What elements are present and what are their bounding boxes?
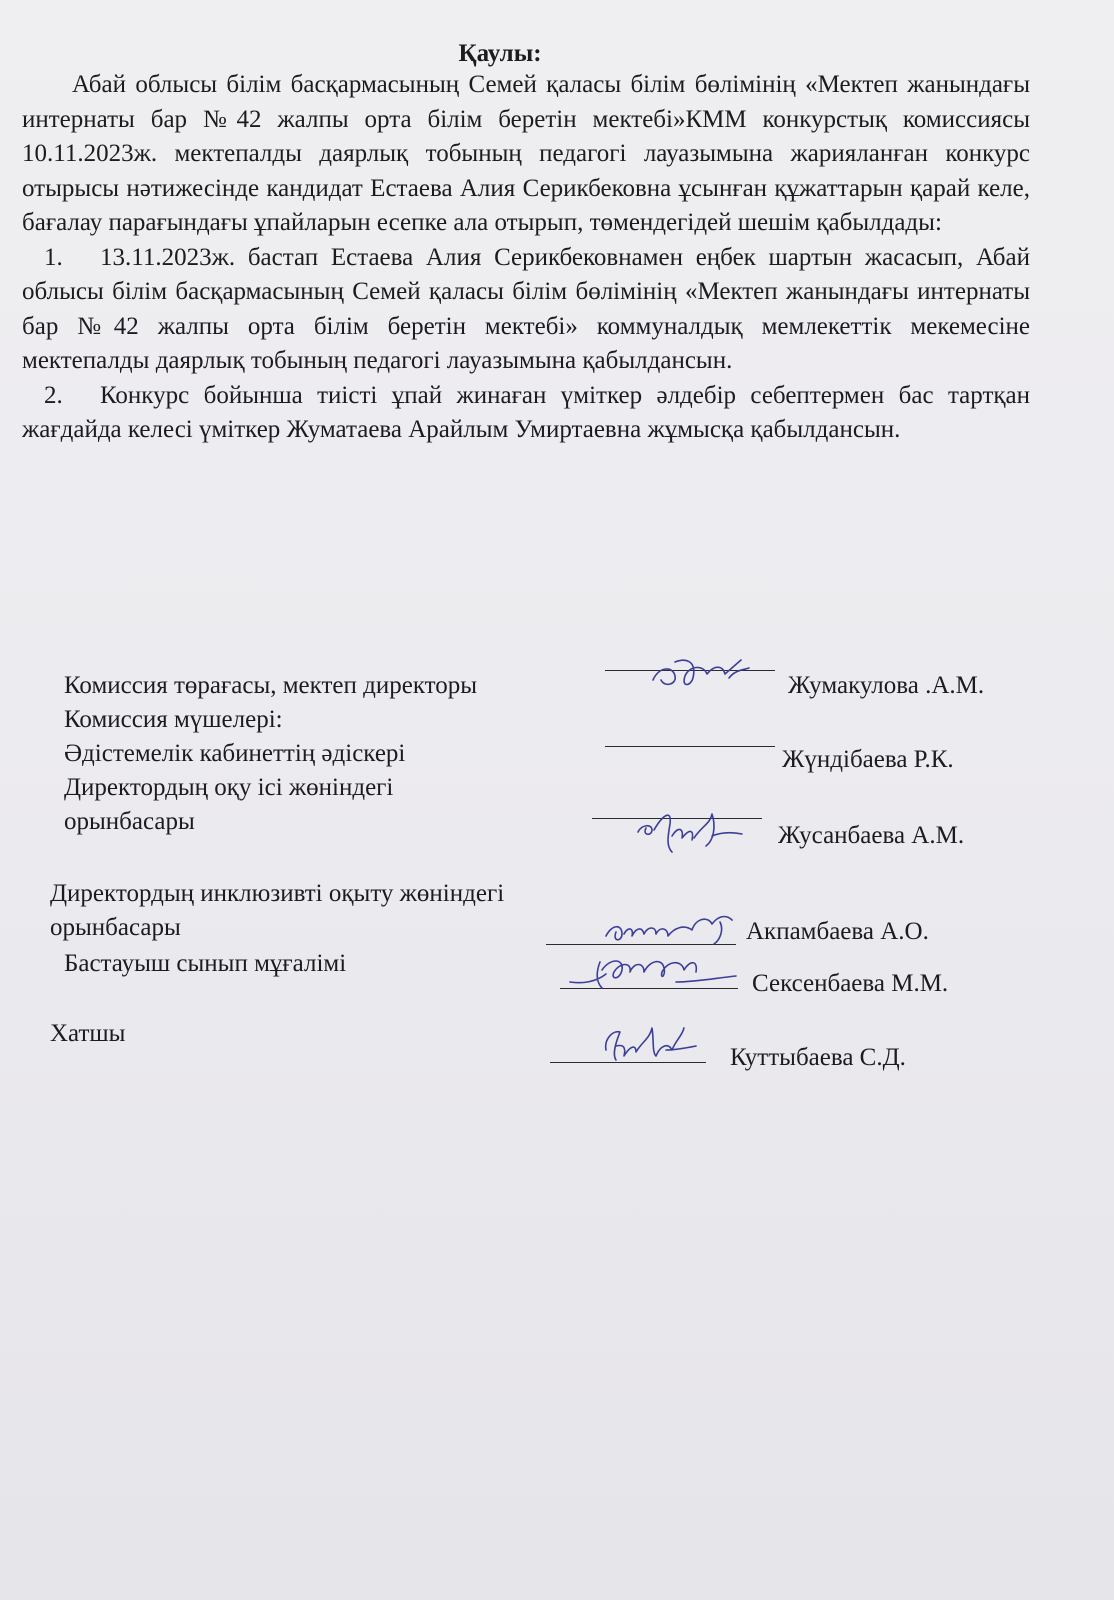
member4-signature — [566, 948, 746, 998]
decision-item-2 — [22, 379, 1030, 448]
secretary-name: Куттыбаева С.Д. — [730, 1044, 906, 1071]
chair-signature — [645, 648, 755, 698]
members-heading: Комиссия мүшелері: — [64, 706, 283, 733]
member1-name: Жүндібаева Р.К. — [782, 746, 954, 773]
item-text: Конкурс бойынша тиісті ұпай жинаған үміткер әлдебір себептермен бас тартқан жағдайда келесі үміткер Жуматаева Арайлым Умиртаевна жұмысқа қабылдансын. — [22, 381, 1030, 443]
item-text: 13.11.2023ж. бастап Естаева Алия Серикбековнамен еңбек шартын жасасып, Абай облысы білім басқармасының Семей қаласы білім бөлімінің «Мектеп жанындағы интернаты бар №42 жалпы орта білім беретін мектебі» коммуналдық мемлекеттік мекемесіне мектепалды даярлық тобының педагогі лауазымына қабылдансын. — [22, 243, 1030, 374]
secretary-signature — [596, 1020, 706, 1070]
member2-signature — [632, 806, 752, 860]
member4-name: Сексенбаева М.М. — [752, 970, 949, 997]
chair-name: Жумакулова .А.М. — [788, 672, 985, 699]
member2-name: Жусанбаева А.М. — [778, 822, 965, 849]
secretary-role: Хатшы — [50, 1020, 126, 1047]
member2-role-line1: Директордың оқу ісі жөніндегі — [64, 774, 394, 801]
decision-item-1 — [22, 241, 1030, 379]
member3-name: Акпамбаева А.О. — [746, 918, 929, 945]
document-body — [22, 68, 1030, 448]
member3-role-line2: орынбасары — [50, 914, 181, 941]
signature-line — [605, 746, 775, 747]
member2-role-line2: орынбасары — [64, 808, 195, 835]
intro-paragraph: Абай облысы білім басқармасының Семей қаласы білім бөлімінің «Мектеп жанындағы интернаты бар №42 жалпы орта білім беретін мектебі»КММ конкурстық комиссиясы 10.11.2023ж. мектепалды даярлық тобының педагогі лауазымына жарияланған конкурс отырысы нәтижесінде кандидат Естаева Алия Серикбековна ұсынған құжаттарын қарай келе, бағалау парағындағы ұпайларын есепке ала отырып, төмендегідей шешім қабылдады: — [22, 71, 1030, 236]
item-number: 2. — [44, 381, 63, 409]
chair-role: Комиссия төрағасы, мектеп директоры — [64, 672, 478, 699]
document-title: Қаулы: — [458, 40, 542, 67]
member1-role: Әдістемелік кабинеттің әдіскері — [64, 740, 406, 767]
member3-role-line1: Директордың инклюзивті оқыту жөніндегі — [50, 880, 505, 907]
item-number: 1. — [44, 243, 63, 271]
member4-role: Бастауыш сынып мұғалімі — [64, 950, 347, 977]
